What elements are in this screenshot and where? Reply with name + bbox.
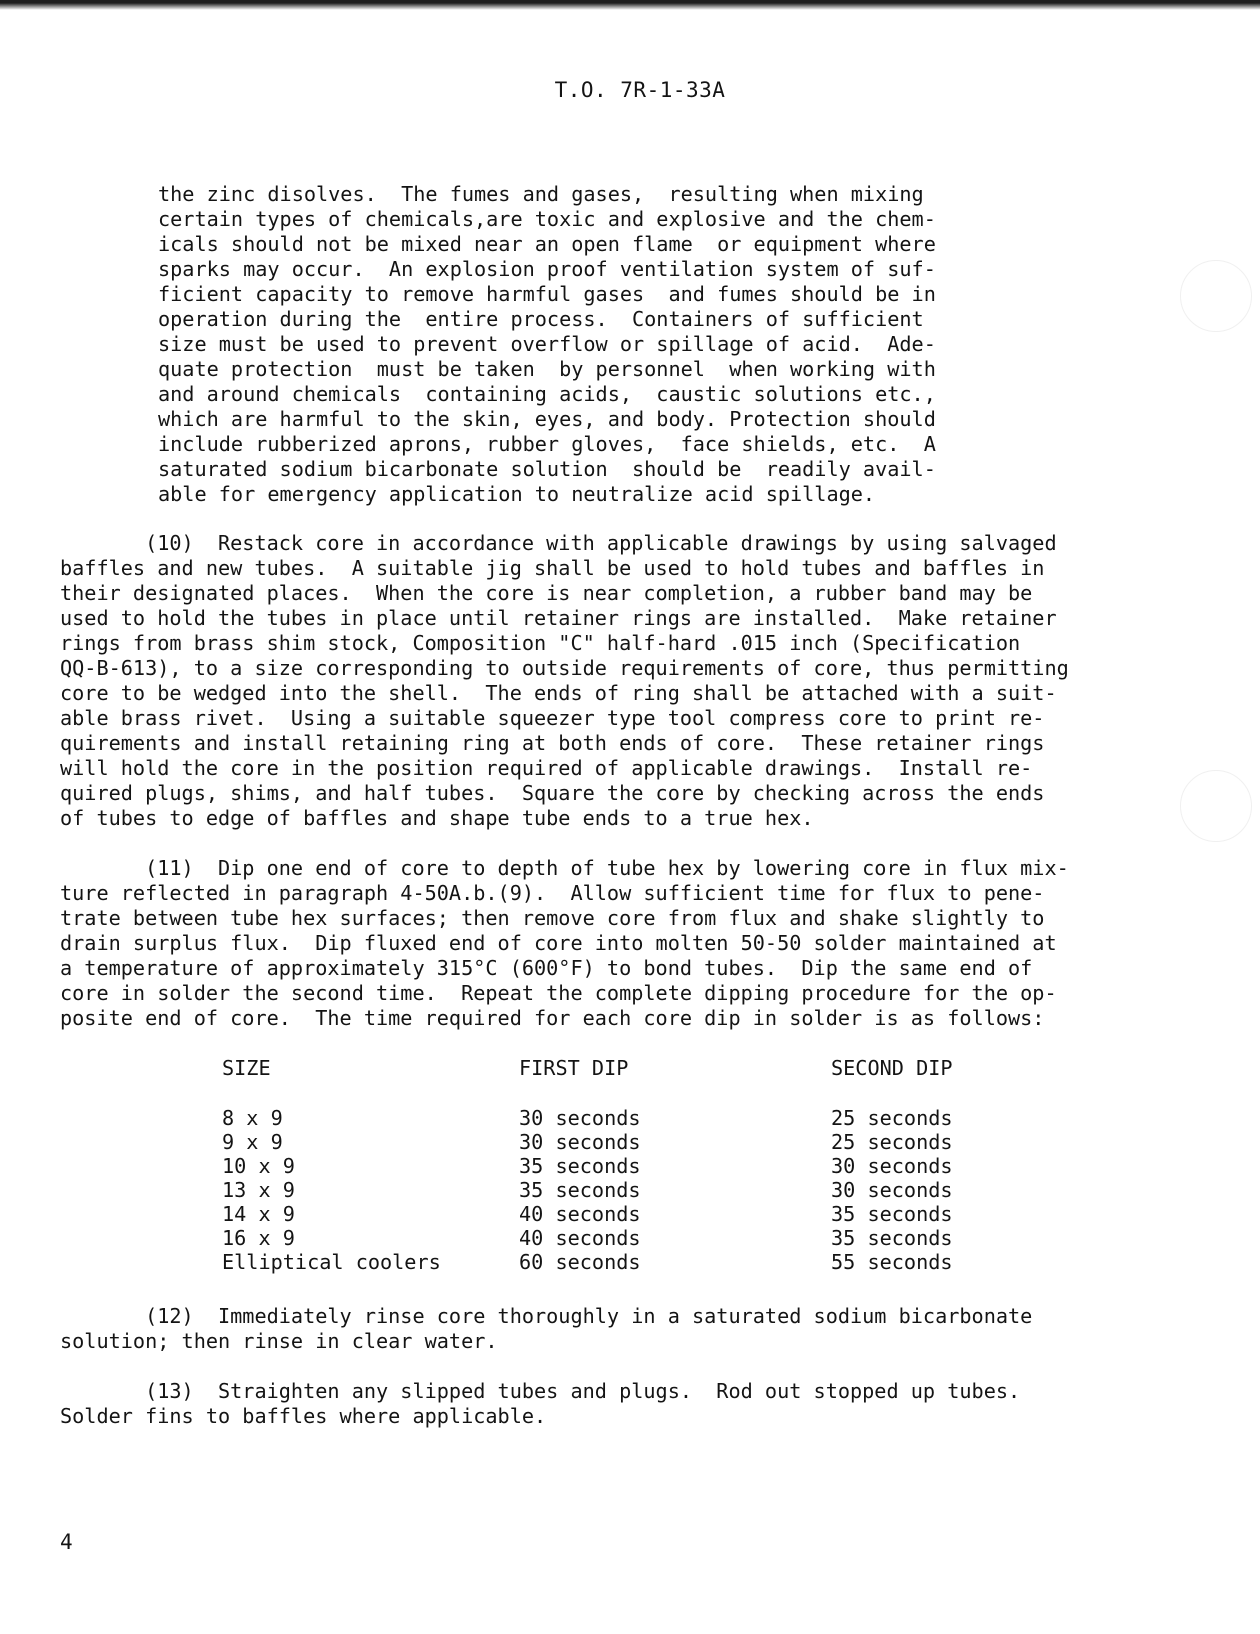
cell-size: 10 x 9 <box>222 1154 295 1178</box>
text-line: able brass rivet. Using a suitable squeezer type tool compress core to print re- <box>60 706 1045 730</box>
header-second-dip: SECOND DIP <box>831 1056 953 1080</box>
text-line: size must be used to prevent overflow or spillage of acid. Ade- <box>158 332 936 356</box>
page-number: 4 <box>60 1530 73 1554</box>
text-line: and around chemicals containing acids, caustic solutions etc., <box>158 382 936 406</box>
cell-first-dip: 30 seconds <box>519 1106 641 1130</box>
text-line: core to be wedged into the shell. The ends of ring shall be attached with a suit- <box>60 681 1057 705</box>
cell-size: Elliptical coolers <box>222 1250 441 1274</box>
cell-first-dip: 40 seconds <box>519 1202 641 1226</box>
text-line: Solder fins to baffles where applicable. <box>60 1404 547 1428</box>
text-line: (11) Dip one end of core to depth of tube hex by lowering core in flux mix- <box>60 856 1069 880</box>
cell-first-dip: 30 seconds <box>519 1130 641 1154</box>
text-line: able for emergency application to neutralize acid spillage. <box>158 482 876 506</box>
cell-second-dip: 30 seconds <box>831 1178 953 1202</box>
text-line: quate protection must be taken by personnel when working with <box>158 357 936 381</box>
scan-top-edge <box>0 0 1260 10</box>
text-line: core in solder the second time. Repeat the complete dipping procedure for the op- <box>60 981 1057 1005</box>
text-line: include rubberized aprons, rubber gloves, face shields, etc. A <box>158 432 936 456</box>
text-line: (10) Restack core in accordance with applicable drawings by using salvaged <box>60 531 1057 555</box>
document-number: T.O. 7R-1-33A <box>554 78 726 102</box>
cell-size: 16 x 9 <box>222 1226 295 1250</box>
cell-second-dip: 35 seconds <box>831 1226 953 1250</box>
text-line: trate between tube hex surfaces; then remove core from flux and shake slightly to <box>60 906 1045 930</box>
punch-hole-mark-lower <box>1180 770 1252 842</box>
text-line: certain types of chemicals,are toxic and explosive and the chem- <box>158 207 936 231</box>
header-first-dip: FIRST DIP <box>519 1056 629 1080</box>
cell-size: 14 x 9 <box>222 1202 295 1226</box>
table-header-row <box>222 1056 953 1081</box>
text-line: used to hold the tubes in place until retainer rings are installed. Make retainer <box>60 606 1057 630</box>
cell-second-dip: 25 seconds <box>831 1106 953 1130</box>
text-line: (13) Straighten any slipped tubes and plugs. Rod out stopped up tubes. <box>60 1379 1021 1403</box>
text-line: posite end of core. The time required for each core dip in solder is as follows: <box>60 1006 1045 1030</box>
intro-paragraph <box>158 182 936 507</box>
text-line: quirements and install retaining ring at both ends of core. These retainer rings <box>60 731 1045 755</box>
text-line: the zinc disolves. The fumes and gases, resulting when mixing <box>158 182 924 206</box>
text-line: baffles and new tubes. A suitable jig shall be used to hold tubes and baffles in <box>60 556 1045 580</box>
paragraph-13 <box>60 1379 1020 1429</box>
cell-second-dip: 25 seconds <box>831 1130 953 1154</box>
punch-hole-mark-upper <box>1180 260 1252 332</box>
cell-size: 9 x 9 <box>222 1130 283 1154</box>
text-line: solution; then rinse in clear water. <box>60 1329 498 1353</box>
text-line: will hold the core in the position required of applicable drawings. Install re- <box>60 756 1033 780</box>
text-line: ture reflected in paragraph 4-50A.b.(9). Allow sufficient time for flux to pene- <box>60 881 1045 905</box>
text-line: icals should not be mixed near an open flame or equipment where <box>158 232 936 256</box>
cell-second-dip: 55 seconds <box>831 1250 953 1274</box>
cell-first-dip: 60 seconds <box>519 1250 641 1274</box>
cell-first-dip: 35 seconds <box>519 1154 641 1178</box>
text-line: quired plugs, shims, and half tubes. Square the core by checking across the ends <box>60 781 1045 805</box>
cell-second-dip: 35 seconds <box>831 1202 953 1226</box>
text-line: their designated places. When the core is near completion, a rubber band may be <box>60 581 1033 605</box>
text-line: rings from brass shim stock, Composition "C" half-hard .015 inch (Specification <box>60 631 1021 655</box>
header-size: SIZE <box>222 1056 271 1080</box>
text-line: operation during the entire process. Containers of sufficient <box>158 307 924 331</box>
text-line: saturated sodium bicarbonate solution should be readily avail- <box>158 457 936 481</box>
paragraph-11 <box>60 856 1069 1031</box>
text-line: (12) Immediately rinse core thoroughly in a saturated sodium bicarbonate <box>60 1304 1033 1328</box>
cell-size: 13 x 9 <box>222 1178 295 1202</box>
cell-second-dip: 30 seconds <box>831 1154 953 1178</box>
text-line: sparks may occur. An explosion proof ventilation system of suf- <box>158 257 936 281</box>
cell-size: 8 x 9 <box>222 1106 283 1130</box>
text-line: of tubes to edge of baffles and shape tube ends to a true hex. <box>60 806 814 830</box>
paragraph-10 <box>60 531 1069 831</box>
cell-first-dip: 40 seconds <box>519 1226 641 1250</box>
text-line: which are harmful to the skin, eyes, and body. Protection should <box>158 407 936 431</box>
text-line: a temperature of approximately 315°C (600°F) to bond tubes. Dip the same end of <box>60 956 1033 980</box>
text-line: QQ-B-613), to a size corresponding to outside requirements of core, thus permitting <box>60 656 1069 680</box>
cell-first-dip: 35 seconds <box>519 1178 641 1202</box>
text-line: drain surplus flux. Dip fluxed end of core into molten 50-50 solder maintained at <box>60 931 1057 955</box>
text-line: ficient capacity to remove harmful gases and fumes should be in <box>158 282 936 306</box>
paragraph-12 <box>60 1304 1032 1354</box>
